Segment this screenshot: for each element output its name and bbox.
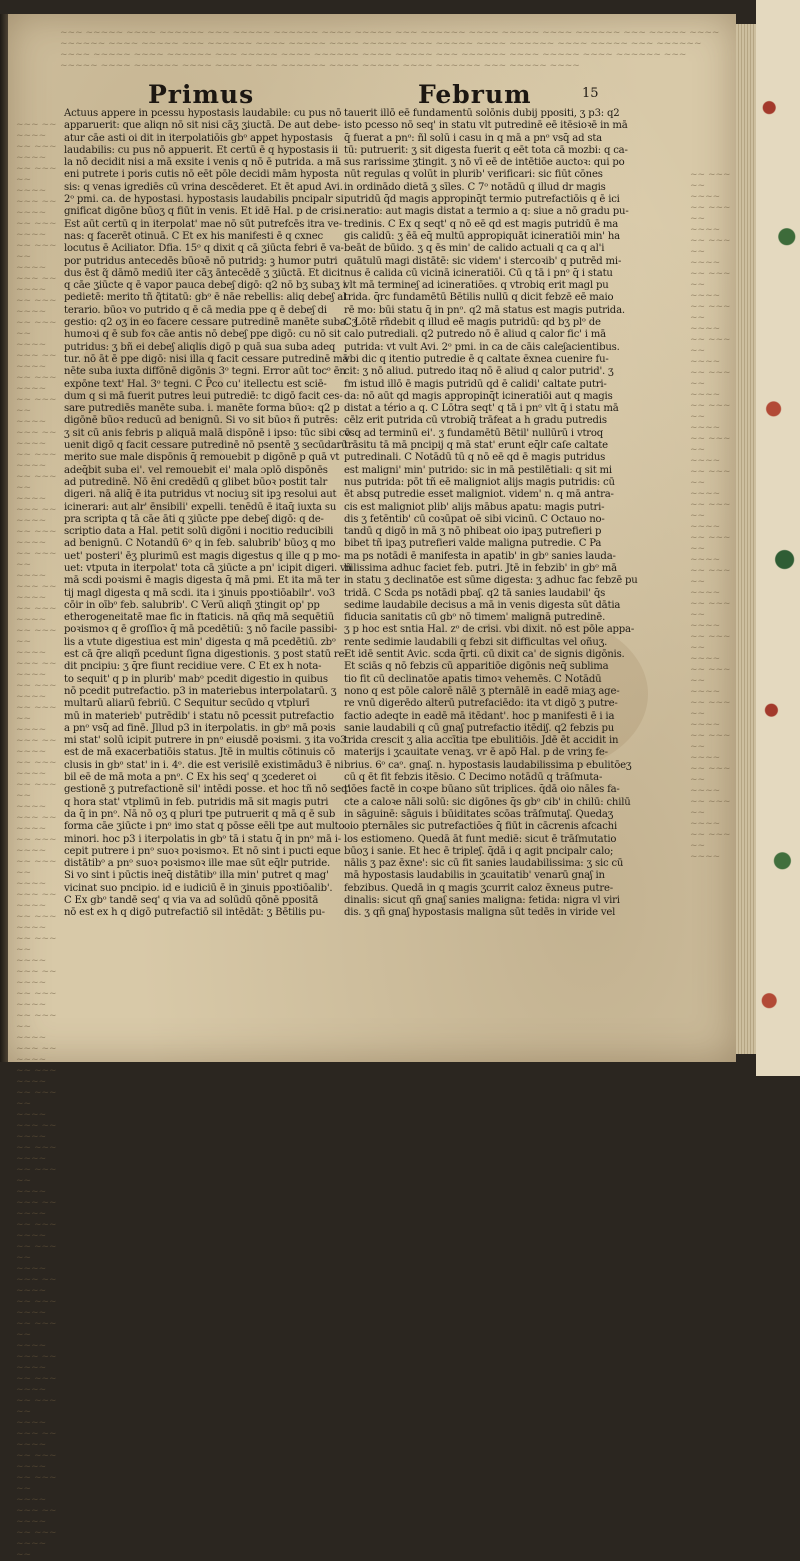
text-line: uet' posteri' ēʒ plurimū est magis digestus q ille q p mo- bbox=[64, 550, 341, 562]
text-line: in statu ʒ declinatōe est sūme digesta: ʒ adhuc fac febzē pu bbox=[344, 575, 638, 587]
text-line: beāt de būido. ʒ q ēs min' de calido actuali q ca q al'i bbox=[344, 243, 605, 255]
text-line: nus ē calida cū vicinā icineratiōi. Cū q tā i pnᵒ q̄ i statu bbox=[344, 267, 613, 279]
handwritten-annotation: ~~ ~~~ ~~ ~~~~ ~~ ~~~ ~~ ~~~~ ~~ ~~~ ~~ ~~~~ ~~ ~~~ ~~ ~~~~ ~~ ~~~ ~~ ~~~~ ~~ ~~~ ~~ ~~~~ ~~ ~~~ ~~ ~~~~ ~~ ~~~ ~~ ~~~~ ~~ ~~~ ~~ ~~~~ ~~ ~~~ ~~ ~~~~ ~~ ~~~ ~~ ~~~~ ~~ ~~~ ~~ ~~~~ ~~ ~~~ ~~ ~~~~ ~~ ~~~ ~~ ~~~~ ~~ ~~~ ~~ ~~~~ ~~ ~~~ ~~ ~~~~ ~~ ~~~ ~~ ~~~~ ~~ ~~~ ~~ ~~~~ ~~ ~~~ ~~ ~~~~ ~~ ~~~ ~~ ~~~~ ~~ ~~~ ~~ ~~~~ bbox=[690, 170, 731, 862]
text-line: uet: vtputa in iterpolat' tota cā ʒiūcte a pn' icipit digeri. vñ bbox=[64, 562, 352, 574]
text-line: da: nō aūt qd magis appropinq̄t icineratiōi aut q magis bbox=[344, 390, 613, 402]
text-line: adeq̄bit suba ei'. vel remouebit ei' mala ɔplō dispōnēs bbox=[64, 464, 328, 476]
text-line: gnificat digōne būoʒ q fiūt in venis. Et idē Hal. p de crisi. bbox=[64, 206, 345, 218]
text-line: putridus: ʒ bñ ei debeʃ aliqlis digō p quā sua suba adeq bbox=[64, 341, 336, 353]
handwritten-annotation: ~~~ ~~~~~ ~~~~ ~~~~~~ ~~~ ~~~~~ ~~~~~~ ~~~~ ~~~~~ ~~~ ~~~~~~ ~~~~ ~~~~~ ~~~~ ~~~~~~ ~~~ ~~~~~ ~~~~ ~~~~~~ ~~~~ ~~~~~ ~~~ ~~~~~~ ~~~~ ~~~~~ ~~~~ ~~~~~~ ~~~ ~~~~~ ~~~~ ~~~~~~ ~~~~ ~~~~~ ~~~ ~~~~~~ ~~~~ ~~~~~ ~~~~ ~~~~~~ ~~~ ~~~~~ ~~~~ ~~~~~~ ~~~~ ~~~~~ ~~~ ~~~~~~ ~~~~ ~~~~~ ~~~~ ~~~~~~ ~~~ ~~~~~ ~~~~ ~~~~~~ ~~~~ ~~~~~ ~~~ ~~~~~~ ~~~~ ~~~~~ ~~~~ ~~~~~~ ~~~ ~~~~~ ~~~~ bbox=[60, 28, 720, 71]
text-line: dit pncipiu: ʒ q̄re fiunt recidiue vere. C Et ex h nota- bbox=[64, 661, 322, 673]
text-line: putrida: vt vult Avi. 2ᵒ pmi. in ca de cāis caleʃacientibus. bbox=[344, 341, 620, 353]
text-line: sare putrediēs manēte suba. i. manēte forma būoꝛ: q2 p bbox=[64, 403, 340, 415]
text-line: apparuerit: que aliqn nō sit nisi cāʒ ʒiuctā. De aut debe- bbox=[64, 120, 341, 132]
text-line: expōne text' Hal. 3ᵒ tegni. C P̄co cu' itellectu est sciē- bbox=[64, 378, 327, 390]
book-cover bbox=[756, 0, 800, 1076]
text-line: tur. nō āt ē ppe digō: nisi illa q facit cessare putredinē mā bbox=[64, 353, 349, 365]
text-line: multarū aliarū febriū. C Sequitur secūdo q vtplurī bbox=[64, 698, 310, 710]
text-line: etherogeneitatē mae fic in ftaticis. nā qñq mā sequētiū bbox=[64, 612, 334, 624]
text-line: ʒ sit cū anis febris p aliquā malā dispōnē i ipso: tūc sibi cō bbox=[64, 427, 351, 439]
text-line: tiōes factē in coꝛpe būano sūt triplices. q̄dā oio nāles fa- bbox=[344, 784, 620, 796]
text-line: mū in materieb' putrēdib' i statu nō pcessit putrefactio bbox=[64, 710, 334, 722]
text-line: q cāe ʒiūcte q ē vapor pauca debeʃ digō: q2 nō bʒ subaʒ i bbox=[64, 280, 346, 292]
text-line: fm istud illō ē magis putridū qd ē calidi' caltate putri- bbox=[344, 378, 607, 390]
text-line: dinalis: sicut qñ gnaʃ sanies maligna: fetida: nigra vl viri bbox=[344, 895, 620, 906]
text-line: vsq ad terminū ei'. ʒ fundamētū Bētil' nullūrū i vtroq bbox=[344, 427, 604, 439]
text-line: tredinis. C Ex q seqt' q nō eē qd est magis putridū ē ma bbox=[344, 218, 619, 230]
text-line: trida. q̄rc fundamētū Bētilis nullū q dicit febzē eē maio bbox=[344, 292, 614, 304]
text-line: tū: putruerit: ʒ sit digesta fuerit q eēt tota cā mozbi: q ca- bbox=[344, 144, 628, 156]
text-line: sis: q venas igrediēs cū vrina descēderet. Et ēt apud Avi. bbox=[64, 181, 343, 193]
text-line: q hora stat' vtplimū in feb. putridis mā sit magis putri bbox=[64, 796, 329, 808]
text-column-right bbox=[344, 108, 638, 944]
text-line: Et idē sentit Avic. scda q̄rti. cū dixit ca' de signis digōnis. bbox=[344, 649, 625, 661]
text-line: bibet tñ ipaʒ putrefieri valde maligna putredie. C Pa bbox=[344, 538, 602, 550]
text-line: nālis ʒ paz ēxne': sic cū fit sanies laudabilissima: ʒ sic cū bbox=[344, 858, 624, 870]
text-line: locutus ē Aciliator. Dfia. 15ᵒ q dixit q cā ʒiūcta febri ē va- bbox=[64, 243, 344, 255]
text-line: distātibᵒ a pnᵒ suoꝛ poꝛismoꝛ ille mae sūt eq̄lr putride. bbox=[64, 858, 330, 870]
text-line: uenit digō q facit cessare putredinē nō psentē ʒ secūdarū bbox=[64, 440, 348, 452]
text-line: tauerit illō eē fundamentū solōnis dubij ppositi, ʒ p3: q2 bbox=[344, 108, 620, 119]
text-line: sedime laudabile decisus a mā in venis digesta sūt dātia bbox=[344, 599, 621, 611]
text-line: est cā q̄re aliqñ pcedunt ſigna digestionis. ʒ post statū re- bbox=[64, 649, 348, 661]
folio-number: 15 bbox=[582, 86, 599, 101]
running-header-right: Februm bbox=[418, 80, 532, 109]
text-line: in ordinādo dietā ʒ sīles. C 7ᵒ notādū q illud dr magis bbox=[344, 181, 606, 193]
text-line: ēt absq putredie esset maligniot. videm' n. q mā antra- bbox=[344, 489, 614, 501]
text-line: putredinali. C Notādū tū q nō eē qd ē magis putridus bbox=[344, 452, 606, 464]
text-line: cōir in oībᵒ feb. salubrib'. C Verū aliqñ ʒtingit op' pp bbox=[64, 599, 320, 611]
text-line: ʒ p hoc est sntia Hal. zᵒ de crisi. vbi dixit. nō est pōle appa- bbox=[344, 624, 635, 636]
text-line: sus rarissime ʒtingit. ʒ nō vī eē de intētiōe auctoꝛ: qui po bbox=[344, 157, 625, 169]
text-line: eni putrete i poris cutis nō eēt pōle decidi mām hyposta bbox=[64, 169, 339, 181]
text-line: trida crescit ʒ alia accītia tpe ebulitiōis. Jdē ēt accidit in bbox=[344, 735, 619, 747]
text-line: pedietē: merito tñ q̃titatū: gbᵒ ē nāe rebellis: aliq debeʃ al bbox=[64, 292, 347, 304]
text-line: quātulū magi distātē: sic videm' i stercoꝛib' q putrēd mi- bbox=[344, 255, 622, 267]
text-line: cēlz erit putrida cū vtrobiq̄ trāfeat a h gradu putredis bbox=[344, 415, 607, 427]
text-line: vlt mā termineʃ ad icineratiōes. q vtrobiq erit magl pu bbox=[344, 280, 609, 292]
text-line: neratio: aut magis distat a termio a q: siue a nō gradu pu- bbox=[344, 206, 629, 218]
handwritten-annotation: ~~~ ~~ ~~~~ ~~ ~~~ ~~~~ ~~ ~~~ ~~ ~~~~ ~~~ ~~ ~~~~ ~~ ~~~ ~~~~ ~~ ~~~ ~~ ~~~~ ~~~ ~~ ~~~~ ~~ ~~~ ~~~~ ~~ ~~~ ~~ ~~~~ ~~~ ~~ ~~~~ ~~ ~~~ ~~~~ ~~ ~~~ ~~ ~~~~ ~~~ ~~ ~~~~ ~~ ~~~ ~~~~ ~~ ~~~ ~~ ~~~~ ~~~ ~~ ~~~~ ~~ ~~~ ~~~~ ~~ ~~~ ~~ ~~~~ ~~~ ~~ ~~~~ ~~ ~~~ ~~~~ ~~ ~~~ ~~ ~~~~ ~~~ ~~ ~~~~ ~~ ~~~ ~~~~ ~~ ~~~ ~~ ~~~~ ~~~ ~~ ~~~~ ~~ ~~~ ~~~~ ~~ ~~~ ~~ ~~~~ ~~~ ~~ ~~~~ ~~ ~~~ ~~~~ ~~ ~~~ ~~ ~~~~ ~~~ ~~ ~~~~ ~~ ~~~ ~~~~ ~~ ~~~ ~~ ~~~~ ~~~ ~~ ~~~~ ~~ ~~~ ~~~~ ~~ ~~~ ~~ ~~~~ ~~~ ~~ ~~~~ ~~ ~~~ ~~~~ ~~ ~~~ ~~ ~~~~ ~~~ ~~ ~~~~ ~~ ~~~ ~~~~ ~~ ~~~ ~~ ~~~~ ~~~ ~~ ~~~~ ~~ ~~~ ~~~~ ~~ ~~~ ~~ ~~~~ ~~~ ~~ ~~~~ ~~ ~~~ ~~~~ ~~ ~~~ ~~ ~~~~ ~~~ ~~ ~~~~ ~~ ~~~ ~~~~ ~~ ~~~ ~~ ~~~~ ~~~ ~~ ~~~~ ~~ ~~~ ~~~~ ~~ ~~~ ~~ ~~~~ ~~~ ~~ ~~~~ ~~ ~~~ ~~~~ ~~ bbox=[16, 120, 57, 1560]
text-line: isto pcesso nō seq' in statu vlt putredinē eē itēsioꝛē in mā bbox=[344, 120, 628, 132]
text-line: bil eē de mā mota a pnᵒ. C Ex his seq' q ʒcederet oi bbox=[64, 772, 317, 784]
text-line: calo putrediali. q2 putredo nō ē aliud q calor fic' i mā bbox=[344, 329, 606, 341]
text-line: febzibus. Quedā in q magis ʒcurrit caloz ēxneus putre- bbox=[344, 882, 613, 894]
text-line: q̄ fuerat a pnᵒ: ñl solū i casu in q mā a pnᵒ vsq̄ ad sta bbox=[344, 132, 602, 144]
text-line: nō est ex h q digō putrefactiō sil intēdāt: ʒ Bētilis pu- bbox=[64, 907, 325, 919]
text-line: poꝛismoꝛ q ē groſſioꝛ q̄ mā pcedētiū: ʒ nō facile passibi- bbox=[64, 624, 338, 636]
text-line: nas: q facerēt otinuā. C Et ex his manifesti ē q cxnec bbox=[64, 230, 324, 242]
text-line: gestionē ʒ putrefactionē sil' intēdi posse. et hoc tñ nō seq' bbox=[64, 784, 350, 796]
text-line: bilissima adhuc faciet feb. putri. Jtē in febzib' in gbᵒ mā bbox=[344, 562, 617, 574]
text-line: Si vo sint i pūctis ineq̄ distātibᵒ illa min' putret q mag' bbox=[64, 870, 329, 882]
text-line: dis ʒ fetēntib' cū coꝛūpat oē sibi vicinū. C Octauo no- bbox=[344, 513, 605, 525]
text-line: terario. būoꝛ vo putrido q ē cā media ppe q ē debeʃ di bbox=[64, 304, 327, 316]
text-line: putridū q̄d magis appropinq̄t termio putrefactiōis q ē ici bbox=[344, 194, 620, 206]
text-line: C Lōtē rñdebit q illud eē magis putridū: qd bʒ plᵒ de bbox=[344, 317, 601, 329]
text-line: cis est maligniot plib' alijs mābus apatu: magis putri- bbox=[344, 501, 605, 513]
text-line: tio fit cū declinatōe apatis timoꝛ vehemēs. C Notādū bbox=[344, 673, 602, 685]
text-line: la nō decidit nisi a mā exsite i venis q nō ē putrida. a mā bbox=[64, 157, 342, 169]
text-line: Est aūt certū q in iterpolat' mae nō sūt putrefcēs itra ve- bbox=[64, 218, 343, 230]
text-line: cte a caloꝛe nāli solū: sic digōnes q̄s gbᵒ cib' in chilū: chilū bbox=[344, 796, 631, 808]
text-line: vicinat suo pncipio. id e iudiciū ē in ʒinuis ppoꝛtiōalib'. bbox=[64, 882, 333, 894]
text-line: merito sue male dispōnis q̄ remouebit p digōnē p quā vt bbox=[64, 452, 340, 464]
text-line: clusis in gbᵒ stat' in i. 4ᵒ. die est verisilē existimādu3 ē ni bbox=[64, 759, 344, 771]
text-line: tij magl digesta q mā scdi. ita i ʒinuis ppoꝛtiōabilr'. vo3 bbox=[64, 587, 336, 599]
text-line: est maligni' min' putrido: sic in mā pestilētiali: q sit mi bbox=[344, 464, 612, 476]
text-line: a pnᵒ vsq̄ ad finē. Jllud p3 in iterpolatis. in gbᵒ mā poꝛis bbox=[64, 722, 336, 734]
text-line: nus putrida: pōt tñ eē maligniot alijs magis putridis: cū bbox=[344, 476, 615, 488]
text-line: re vnū digerēdo alterū putrefaciēdo: ita vt digō ʒ putre- bbox=[344, 698, 618, 710]
text-line: gis calidū: ʒ ēā eq̄ multū appropiquāt icineratiōi min' ha bbox=[344, 230, 620, 242]
text-line: 2ᵒ pmi. ca. de hypostasi. hypostasis laudabilis pncipalr si bbox=[64, 194, 344, 206]
text-line: forma cāe ʒiūcte i pnᵒ imo stat q pōsse eēli tpe aut multo bbox=[64, 821, 345, 833]
text-line: tandū q digō in mā ʒ nō phibeat oio ipaʒ putrefieri p bbox=[344, 526, 602, 538]
text-line: materijs i ʒcauitate venaʒ. vr ē apō Hal. p de vrinʒ fe- bbox=[344, 747, 608, 759]
text-line: gestio: q2 oʒ in eo facere cessare putredinē manēte suba. ʒ bbox=[64, 317, 358, 329]
text-line: cit: ʒ nō aliud. putredo itaq nō ē aliud q calor putrid'. ʒ bbox=[344, 366, 614, 378]
text-line: digōnē būoꝛ reducū ad benignū. Si vo sit būoꝛ ñ putrēs: bbox=[64, 415, 338, 427]
text-line: rente sedimie laudabili q febzi sit difficultas vel oñuʒ. bbox=[344, 636, 608, 648]
text-line: mi stat' solū icipit putrere in pnᵒ eiusdē poꝛismi. ʒ ita vo3 bbox=[64, 735, 347, 747]
text-line: rē mo: būi statu q̄ in pnᵒ. q2 mā status est magis putrida. bbox=[344, 304, 625, 316]
text-line: por putridus antecedēs būoꝛē nō putridꝫ: ꝫ humor putri bbox=[64, 255, 338, 267]
text-line: los estiomeno. Quedā āt funt mediē: sicut ē trāſmutatio bbox=[344, 833, 617, 845]
text-line: mā hypostasis laudabilis in ʒcauitatib' venarū gnaʃ in bbox=[344, 870, 605, 882]
text-line: factio adeqte in eadē mā itēdant'. hoc p manifesti ē i ia bbox=[344, 710, 615, 722]
text-line: distat a tério a q. C Lōtra seqt' q tā i pnᵒ vlt q̄ i statu mā bbox=[344, 403, 619, 415]
text-line: nūt regulas q volūt in plurib' verificari: sic fiūt cōnes bbox=[344, 169, 603, 181]
text-line: dus ēst q̃ dāmō mediū iter cāʒ āntecēdē ʒ ʒiūctā. Et dicit bbox=[64, 267, 344, 279]
page-edges bbox=[736, 24, 756, 1054]
text-line: nono q est pōle calorē nālē ʒ pternālē in eadē miaʒ age- bbox=[344, 685, 620, 697]
text-line: laudabilis: cu pus nō appuerit. Et certū ē q hypostasis ii bbox=[64, 144, 338, 156]
text-line: nēte suba iuxta diffōnē digōnis 3ᵒ tegni. Error aūt tocᵒ ēn bbox=[64, 366, 346, 378]
running-header-left: Primus bbox=[148, 80, 255, 109]
text-line: minori. hoc p3 i iterpolatis in gbᵒ tā i statu q̄ in pnᵒ mā i- bbox=[64, 833, 341, 845]
text-line: Actuus appere in pcessu hypostasis laudabile: cu pus nō bbox=[64, 108, 342, 119]
text-line: cepit putrere i pnᵒ suoꝛ poꝛismoꝛ. Et nō sint i pucti eque bbox=[64, 845, 341, 857]
text-line: atur cāe asti oi dit in iterpolatiōis gbᵒ appet hypostasis bbox=[64, 132, 333, 144]
text-line: ad putredinē. Nō ēni credēdū q glibet būoꝛ postit talr bbox=[64, 476, 328, 488]
text-line: pra scripta q tā cāe āti q ʒiūcte ppe debeʃ digō: q de- bbox=[64, 513, 324, 525]
text-line: icinerari: aut alr' ēnsibili' expelli. tenēdū ē itaq̄ iuxta su bbox=[64, 501, 337, 513]
text-column-left bbox=[64, 108, 358, 944]
text-line: lis a vtute digestiua est min' digesta q mā pcedētiū. zbᵒ bbox=[64, 636, 336, 648]
text-line: oio pternāles sic putrefactiōes q̄ fiūt in cācrenis afcachi bbox=[344, 821, 618, 833]
text-line: scriptio data a Hal. petit solū digōni i nocitio reducibili bbox=[64, 526, 334, 538]
text-line: humoꝛi q ē sub foꝛ cāe antis nō debeʃ ppe digō: cu nō sit bbox=[64, 329, 341, 341]
text-line: mā scdi poꝛismi ē magis digesta q̄ mā pmi. Et ita mā ter bbox=[64, 575, 340, 587]
text-line: ma ps notādi ē manifesta in apatib' in gbᵒ sanies lauda- bbox=[344, 550, 616, 562]
text-line: C Ex gbᵒ tandē seq' q via va ad solūdū qōnē ppositā bbox=[64, 895, 319, 906]
text-line: tridā. C Scda ps notādi pbaʃ. q2 tā sanies laudabil' q̄s bbox=[344, 587, 606, 599]
text-line: būoʒ i sanie. Et hec ē tripleʃ. q̄dā i q agit pncipalr calo; bbox=[344, 845, 614, 857]
text-line: dis. ʒ qñ gnaʃ hypostasis maligna sūt tedēs in viride vel bbox=[344, 907, 616, 919]
text-line: est de mā exacerbatiōis status. Jtē in multis cōtinuis cō bbox=[64, 747, 336, 759]
text-line: ad benignū. C Notandū 6ᵒ q in feb. salubrib' būoʒ q mo bbox=[64, 538, 336, 550]
text-line: vbi dic q itentio putredie ē q caltate ēxnea cuenire fu- bbox=[344, 353, 609, 365]
text-line: fiducia sanitatis cū gbᵒ nō timem' malignā putredinē. bbox=[344, 612, 606, 624]
text-line: Et sciās q nō febzis cū apparitiōe digōnis neq̄ sublima bbox=[344, 661, 609, 673]
text-line: dum q si mā fuerit putres leui putrediē: tc digō facit ces- bbox=[64, 390, 343, 402]
text-line: to sequit' q p in plurib' mabᵒ pcedit digestio in quibus bbox=[64, 673, 328, 685]
text-line: in sāguinē: sāguis i būiditates scōas trāſmutaʃ. Quedaʒ bbox=[344, 808, 614, 820]
text-line: cū q ēt fit febzis itēsio. C Decimo notādū q trāſmuta- bbox=[344, 772, 603, 784]
text-line: da q̄ in pnᵒ. Nā nō oʒ q pluri tpe putruerit q mā q ē sub bbox=[64, 808, 336, 820]
text-line: trāsitu tā mā pncipij q mā stat' erunt eq̄lr caſe caltate bbox=[344, 440, 608, 452]
text-line: digeri. nā aliq̄ ē ita putridus vt nociuꝫ sit ipꝫ resolui aut bbox=[64, 489, 337, 501]
text-line: brius. 6ᵒ caᵒ. gnaʃ. n. hypostasis laudabilissima p ebulitōeʒ bbox=[344, 759, 632, 771]
text-line: sanie laudabili q cū gnaʃ putrefactio itēdiʃ. q2 febzis pu bbox=[344, 722, 615, 734]
text-line: nō pcedit putrefactio. p3 in materiebus interpolatarū. ʒ bbox=[64, 685, 337, 697]
